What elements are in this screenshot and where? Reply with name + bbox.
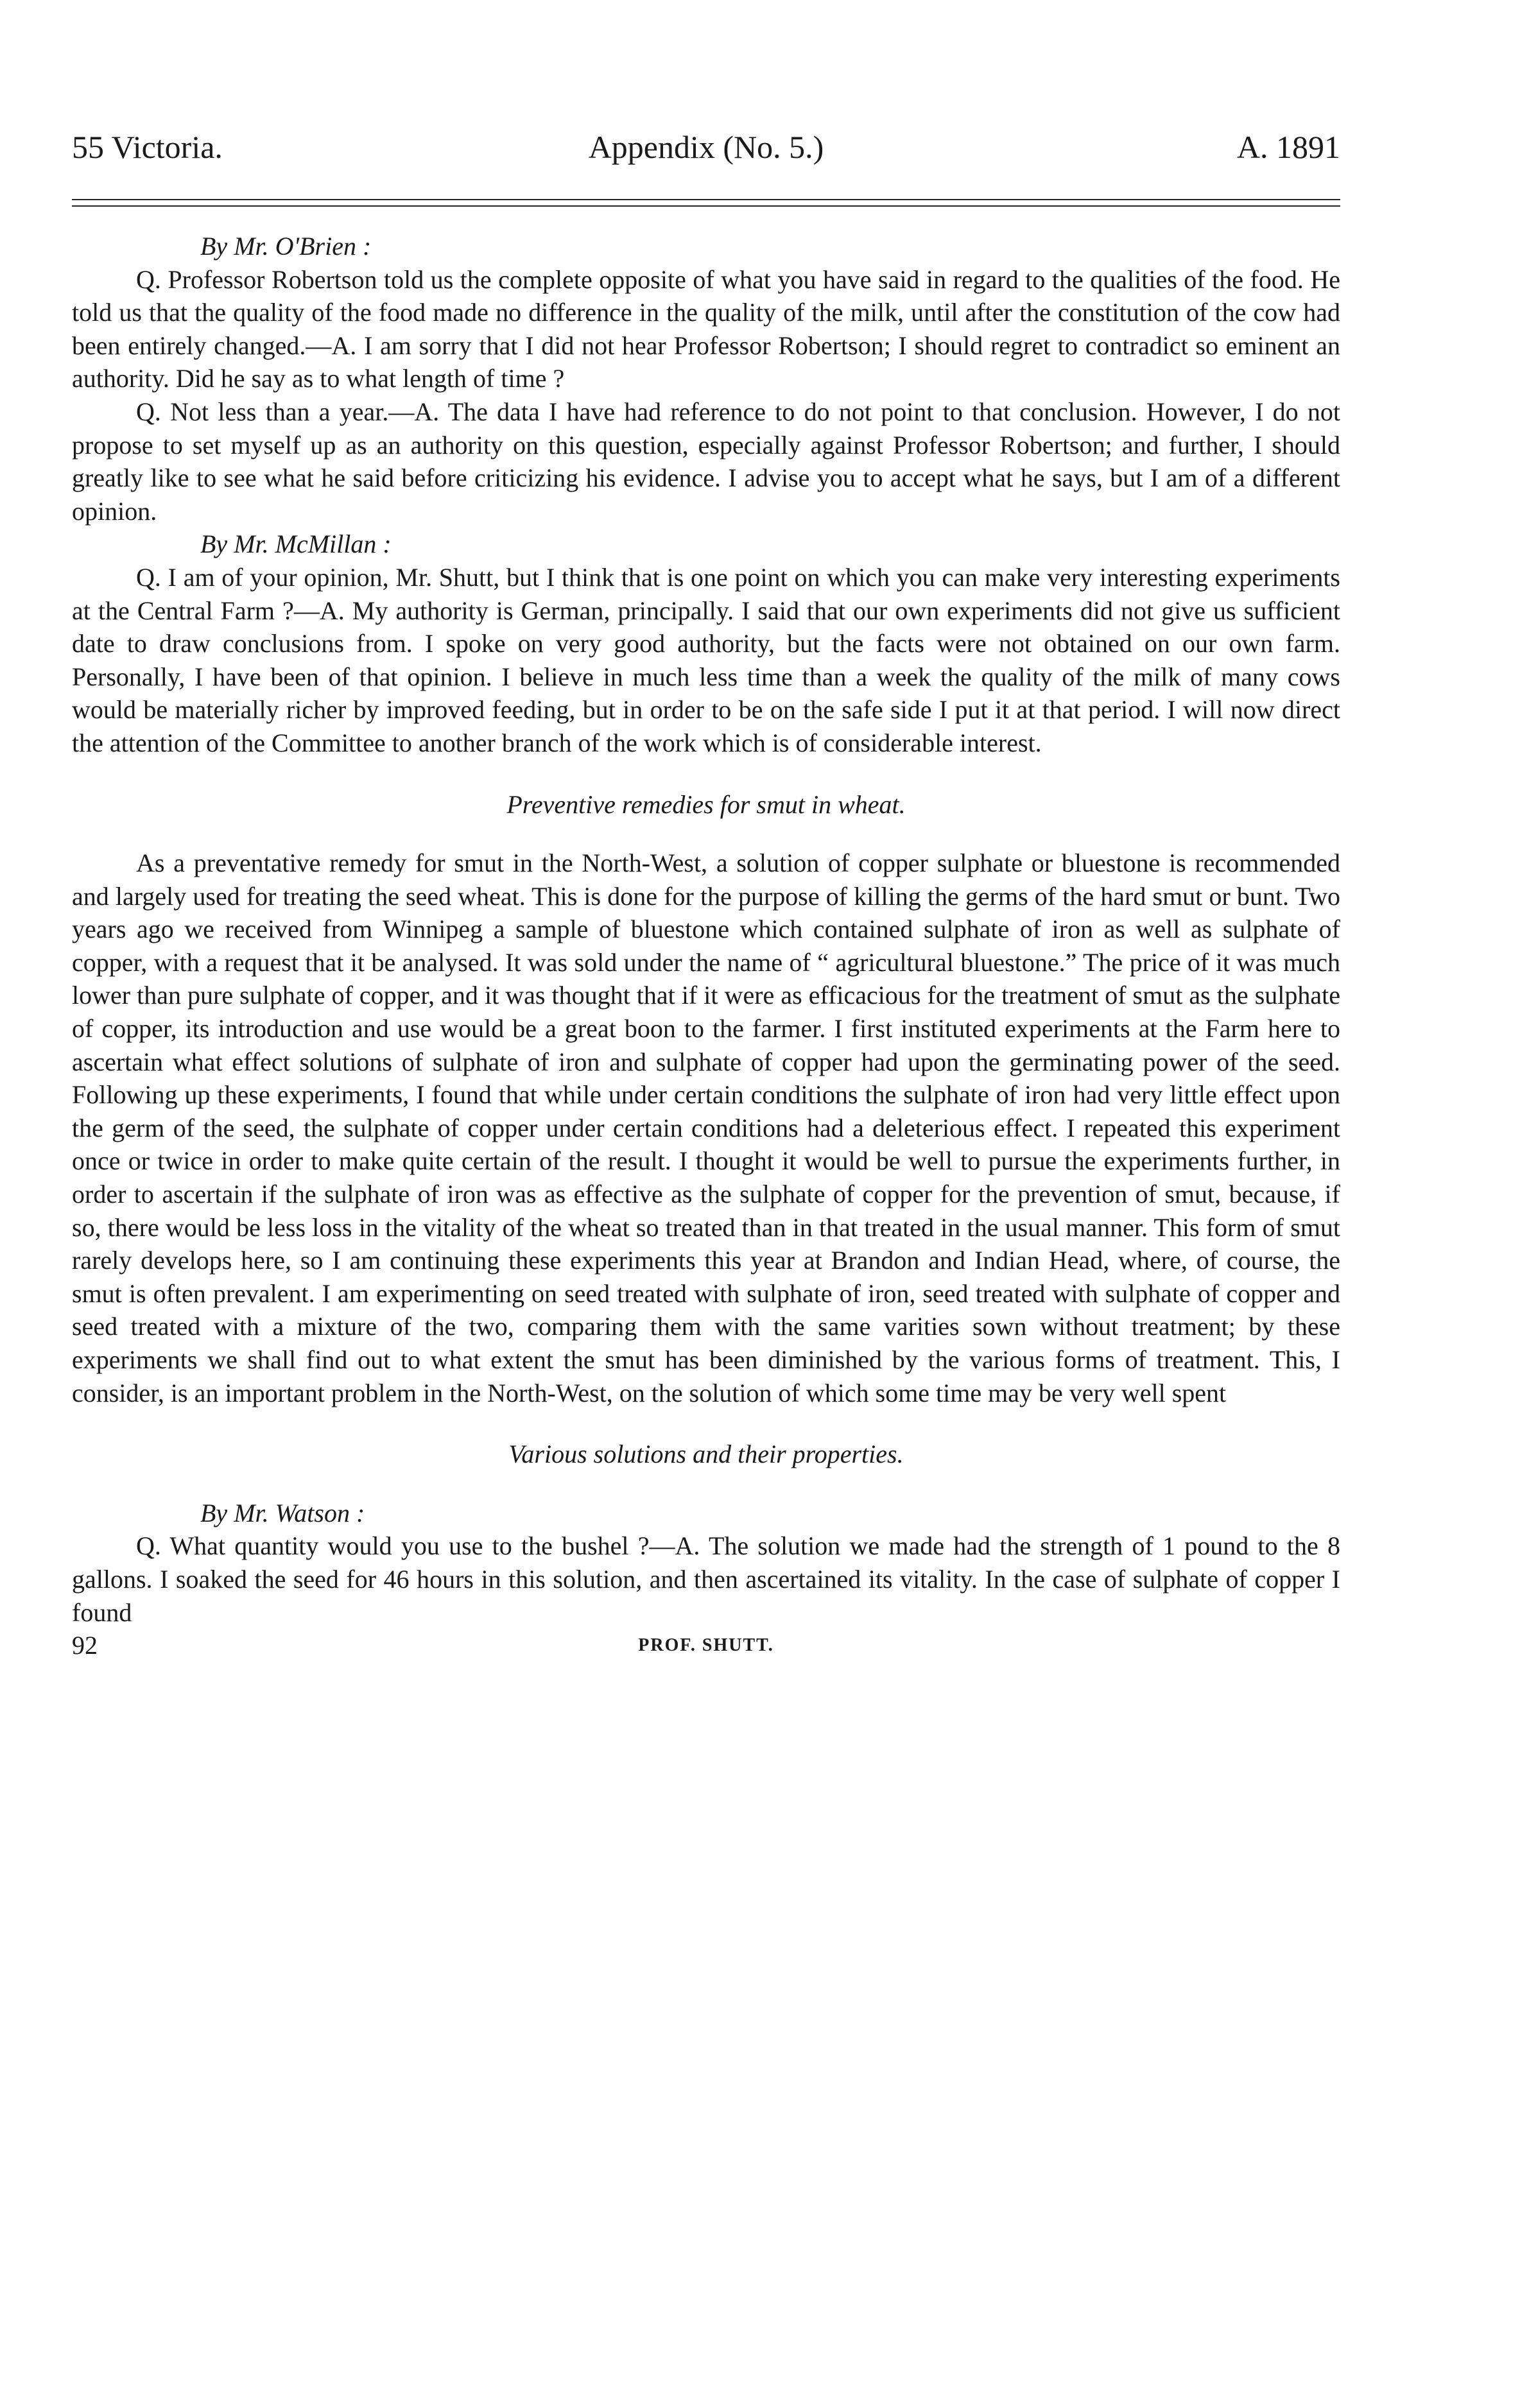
session-label: 55 Victoria. xyxy=(72,129,223,165)
header-rule-bottom xyxy=(72,205,1340,207)
section-heading-solutions: Various solutions and their properties. xyxy=(508,1440,904,1469)
appendix-label: Appendix (No. 5.) xyxy=(588,129,824,165)
paragraph: Q. What quantity would you use to the bushel ?—A. The solution we made had the strength of 1 pound to the 8 gallons. I soaked the seed for 46 hours in this solution, and then ascertained its vitality. In the case of sulphate of copper I found xyxy=(72,1531,1340,1627)
page-number: 92 xyxy=(72,1631,98,1660)
paragraph: Q. Professor Robertson told us the complete opposite of what you have said in regard to the qualities of the food. He told us that the quality of the food made no difference in the quality of the milk, until after the constitution of the cow had been entirely changed.—A. I am sorry that I did not hear Professor Robertson; I should regret to contradict so eminent an authority. Did he say as to what length of time ? xyxy=(72,264,1340,393)
paragraph: Q. Not less than a year.—A. The data I have had reference to do not point to that conclusion. However, I do not propose to set myself up as an authority on this question, especially against Professor Robertson; and further, I should greatly like to see what he said before criticizing his evidence. I advise you to accept what he says, but I am of a different opinion. xyxy=(72,397,1340,526)
document-page xyxy=(72,128,1340,1664)
running-header xyxy=(72,128,1340,180)
body-text xyxy=(72,230,1340,1629)
speaker-mcmillan: By Mr. McMillan : xyxy=(200,529,392,559)
witness-name: PROF. SHUTT. xyxy=(638,1635,774,1656)
paragraph: Q. I am of your opinion, Mr. Shutt, but I think that is one point on which you can make very interesting experiments at the Central Farm ?—A. My authority is German, principally. I said that our own experiments did not give us sufficient date to draw conclusions from. I spoke on very good authority, but the facts were not obtained on our own farm. Personally, I have been of that opinion. I believe in much less time than a week the quality of the milk of many cows would be materially richer by improved feeding, but in order to be on the safe side I put it at that period. I will now direct the attention of the Committee to another branch of the work which is of considerable interest. xyxy=(72,562,1340,757)
header-rule-top xyxy=(72,199,1340,200)
paragraph: As a preventative remedy for smut in the North-West, a solution of copper sulphate or bluestone is recommended and largely used for treating the seed wheat. This is done for the purpose of killing the germs of the hard smut or bunt. Two years ago we received from Winnipeg a sample of bluestone which contained sulphate of iron as well as sulphate of copper, with a request that it be analysed. It was sold under the name of “ agricultural bluestone.” The price of it was much lower than pure sulphate of copper, and it was thought that if it were as efficacious for the treatment of smut as the sulphate of copper, its introduction and use would be a great boon to the farmer. I first instituted experiments at the Farm here to ascertain what effect solutions of sulphate of iron and sulphate of copper had upon the germinating power of the seed. Following up these experiments, I found that while under certain conditions the sulphate of iron had very little effect upon the germ of the seed, the sulphate of copper under certain conditions had a deleterious effect. I repeated this experiment once or twice in order to make quite certain of the result. I thought it would be well to pursue the experiments further, in order to ascertain if the sulphate of iron was as effective as the sulphate of copper for the prevention of smut, because, if so, there would be less loss in the vitality of the wheat so treated than in that treated in the usual manner. This form of smut rarely develops here, so I am continuing these experiments this year at Brandon and Indian Head, where, of course, the smut is often prevalent. I am experimenting on seed treated with sulphate of iron, seed treated with sulphate of copper and seed treated with a mixture of the two, comparing them with the same varities sown without treatment; by these experiments we shall find out to what extent the smut has been diminished by the various forms of treatment. This, I consider, is an important problem in the North-West, on the solution of which some time may be very well spent xyxy=(72,848,1340,1407)
speaker-obrien: By Mr. O'Brien : xyxy=(200,232,372,261)
year-label: A. 1891 xyxy=(1236,129,1340,165)
section-heading-smut: Preventive remedies for smut in wheat. xyxy=(506,789,906,819)
page-footer xyxy=(72,1630,1340,1664)
speaker-watson: By Mr. Watson : xyxy=(200,1498,365,1527)
